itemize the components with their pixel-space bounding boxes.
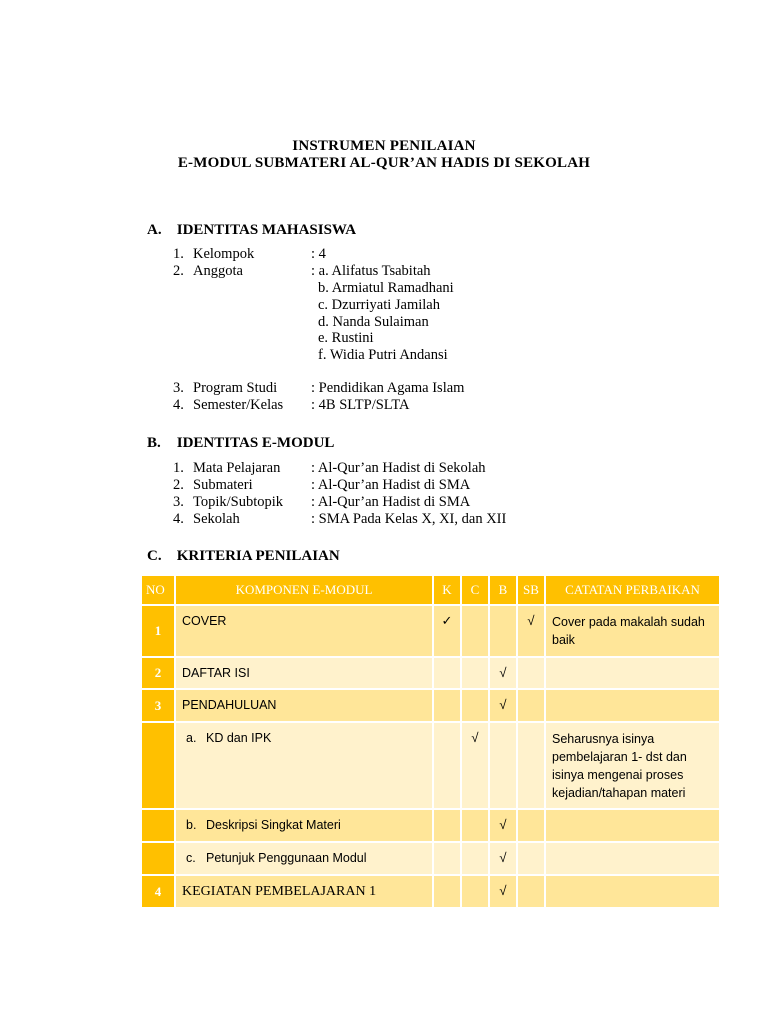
row-number: 1: [141, 605, 175, 657]
note-cell: Seharusnya isinya pembelajaran 1- dst dan isinya mengenai proses kejadian/tahapan materi: [545, 722, 720, 809]
note-cell: [545, 689, 720, 722]
section-a-title: IDENTITAS MAHASISWA: [176, 222, 357, 238]
member-c: c. Dzurriyati Jamilah: [318, 297, 440, 313]
member-e: e. Rustini: [318, 330, 374, 346]
list-number: 1.: [173, 246, 184, 262]
note-cell: Cover pada makalah sudah baik: [545, 605, 720, 657]
mark-c: √: [461, 722, 489, 809]
list-number: 2.: [173, 263, 184, 279]
mark-sb: [517, 842, 545, 875]
mark-b: √: [489, 689, 517, 722]
component-cell: [175, 809, 433, 842]
member-a: : a. Alifatus Tsabitah: [311, 263, 431, 279]
member-b: b. Armiatul Ramadhani: [318, 280, 454, 296]
emodul-value: : Al-Qur’an Hadist di Sekolah: [311, 460, 486, 476]
member-d: d. Nanda Sulaiman: [318, 314, 429, 330]
table-row: [141, 657, 720, 689]
table-row: [141, 842, 720, 875]
row-number: [141, 842, 175, 875]
component-cell: PENDAHULUAN: [175, 689, 433, 722]
mark-c: [461, 875, 489, 908]
sub-component: Petunjuk Penggunaan Modul: [206, 851, 367, 865]
table-row: [141, 809, 720, 842]
component-cell: [175, 722, 433, 809]
mark-b: [489, 722, 517, 809]
member-f: f. Widia Putri Andansi: [318, 347, 448, 363]
sub-letter: a.: [186, 731, 197, 745]
mark-sb: √: [517, 605, 545, 657]
mark-k: [433, 689, 461, 722]
mark-c: [461, 809, 489, 842]
semester-value: : 4B SLTP/SLTA: [311, 397, 410, 413]
list-number: 1.: [173, 460, 184, 476]
mark-c: [461, 842, 489, 875]
list-number: 3.: [173, 494, 184, 510]
mark-sb: [517, 722, 545, 809]
mark-b: √: [489, 809, 517, 842]
mark-k: [433, 842, 461, 875]
mark-c: [461, 657, 489, 689]
emodul-label: Submateri: [193, 477, 253, 493]
list-number: 4.: [173, 397, 184, 413]
section-c-title: KRITERIA PENILAIAN: [176, 548, 340, 564]
mark-k: [433, 809, 461, 842]
section-c-letter: C.: [147, 548, 162, 564]
kelompok-value: : 4: [311, 246, 326, 262]
mark-sb: [517, 657, 545, 689]
section-b-title: IDENTITAS E-MODUL: [176, 435, 335, 451]
note-cell: [545, 657, 720, 689]
emodul-value: : Al-Qur’an Hadist di SMA: [311, 494, 471, 510]
mark-b: [489, 605, 517, 657]
sub-component: Deskripsi Singkat Materi: [206, 818, 341, 832]
header-sb: SB: [517, 575, 545, 605]
emodul-label: Sekolah: [193, 511, 240, 527]
criteria-table: [140, 574, 721, 909]
section-b-letter: B.: [147, 435, 161, 451]
kelompok-label: Kelompok: [193, 246, 255, 262]
mark-b: √: [489, 657, 517, 689]
sub-letter: c.: [186, 851, 196, 865]
mark-sb: [517, 689, 545, 722]
component-cell: [175, 842, 433, 875]
header-c: C: [461, 575, 489, 605]
prodi-label: Program Studi: [193, 380, 278, 396]
semester-label: Semester/Kelas: [193, 397, 284, 413]
row-number: [141, 722, 175, 809]
note-cell: [545, 809, 720, 842]
section-a-letter: A.: [147, 222, 162, 238]
mark-k: [433, 875, 461, 908]
mark-c: [461, 689, 489, 722]
section-a-heading: [147, 222, 356, 239]
emodul-value: : Al-Qur’an Hadist di SMA: [311, 477, 471, 493]
mark-b: √: [489, 842, 517, 875]
list-number: 3.: [173, 380, 184, 396]
component-cell: KEGIATAN PEMBELAJARAN 1: [175, 875, 433, 908]
header-catatan: CATATAN PERBAIKAN: [545, 575, 720, 605]
emodul-label: Topik/Subtopik: [193, 494, 284, 510]
section-c-heading: [147, 548, 340, 565]
anggota-label: Anggota: [193, 263, 243, 279]
mark-c: [461, 605, 489, 657]
sub-letter: b.: [186, 818, 197, 832]
header-b: B: [489, 575, 517, 605]
mark-k: [433, 722, 461, 809]
component-cell: DAFTAR ISI: [175, 657, 433, 689]
prodi-value: : Pendidikan Agama Islam: [311, 380, 465, 396]
table-header-row: [141, 575, 720, 605]
note-cell: [545, 875, 720, 908]
emodul-label: Mata Pelajaran: [193, 460, 281, 476]
header-k: K: [433, 575, 461, 605]
component-cell: COVER: [175, 605, 433, 657]
row-number: 2: [141, 657, 175, 689]
sub-component: KD dan IPK: [206, 731, 272, 745]
mark-sb: [517, 875, 545, 908]
table-row: [141, 875, 720, 908]
header-komponen: KOMPONEN E-MODUL: [175, 575, 433, 605]
note-cell: [545, 842, 720, 875]
mark-k: [433, 657, 461, 689]
emodul-value: : SMA Pada Kelas X, XI, dan XII: [311, 511, 507, 527]
document-title-line1: INSTRUMEN PENILAIAN: [292, 138, 476, 154]
header-no: NO: [141, 575, 175, 605]
row-number: [141, 809, 175, 842]
table-row: [141, 605, 720, 657]
row-number: 3: [141, 689, 175, 722]
document-title-line2: E-MODUL SUBMATERI AL-QUR’AN HADIS DI SEKOLAH: [177, 155, 591, 171]
list-number: 4.: [173, 511, 184, 527]
table-row: [141, 689, 720, 722]
section-b-heading: [147, 435, 334, 452]
table-row: [141, 722, 720, 809]
list-number: 2.: [173, 477, 184, 493]
mark-k: ✓: [433, 605, 461, 657]
mark-b: √: [489, 875, 517, 908]
row-number: 4: [141, 875, 175, 908]
mark-sb: [517, 809, 545, 842]
